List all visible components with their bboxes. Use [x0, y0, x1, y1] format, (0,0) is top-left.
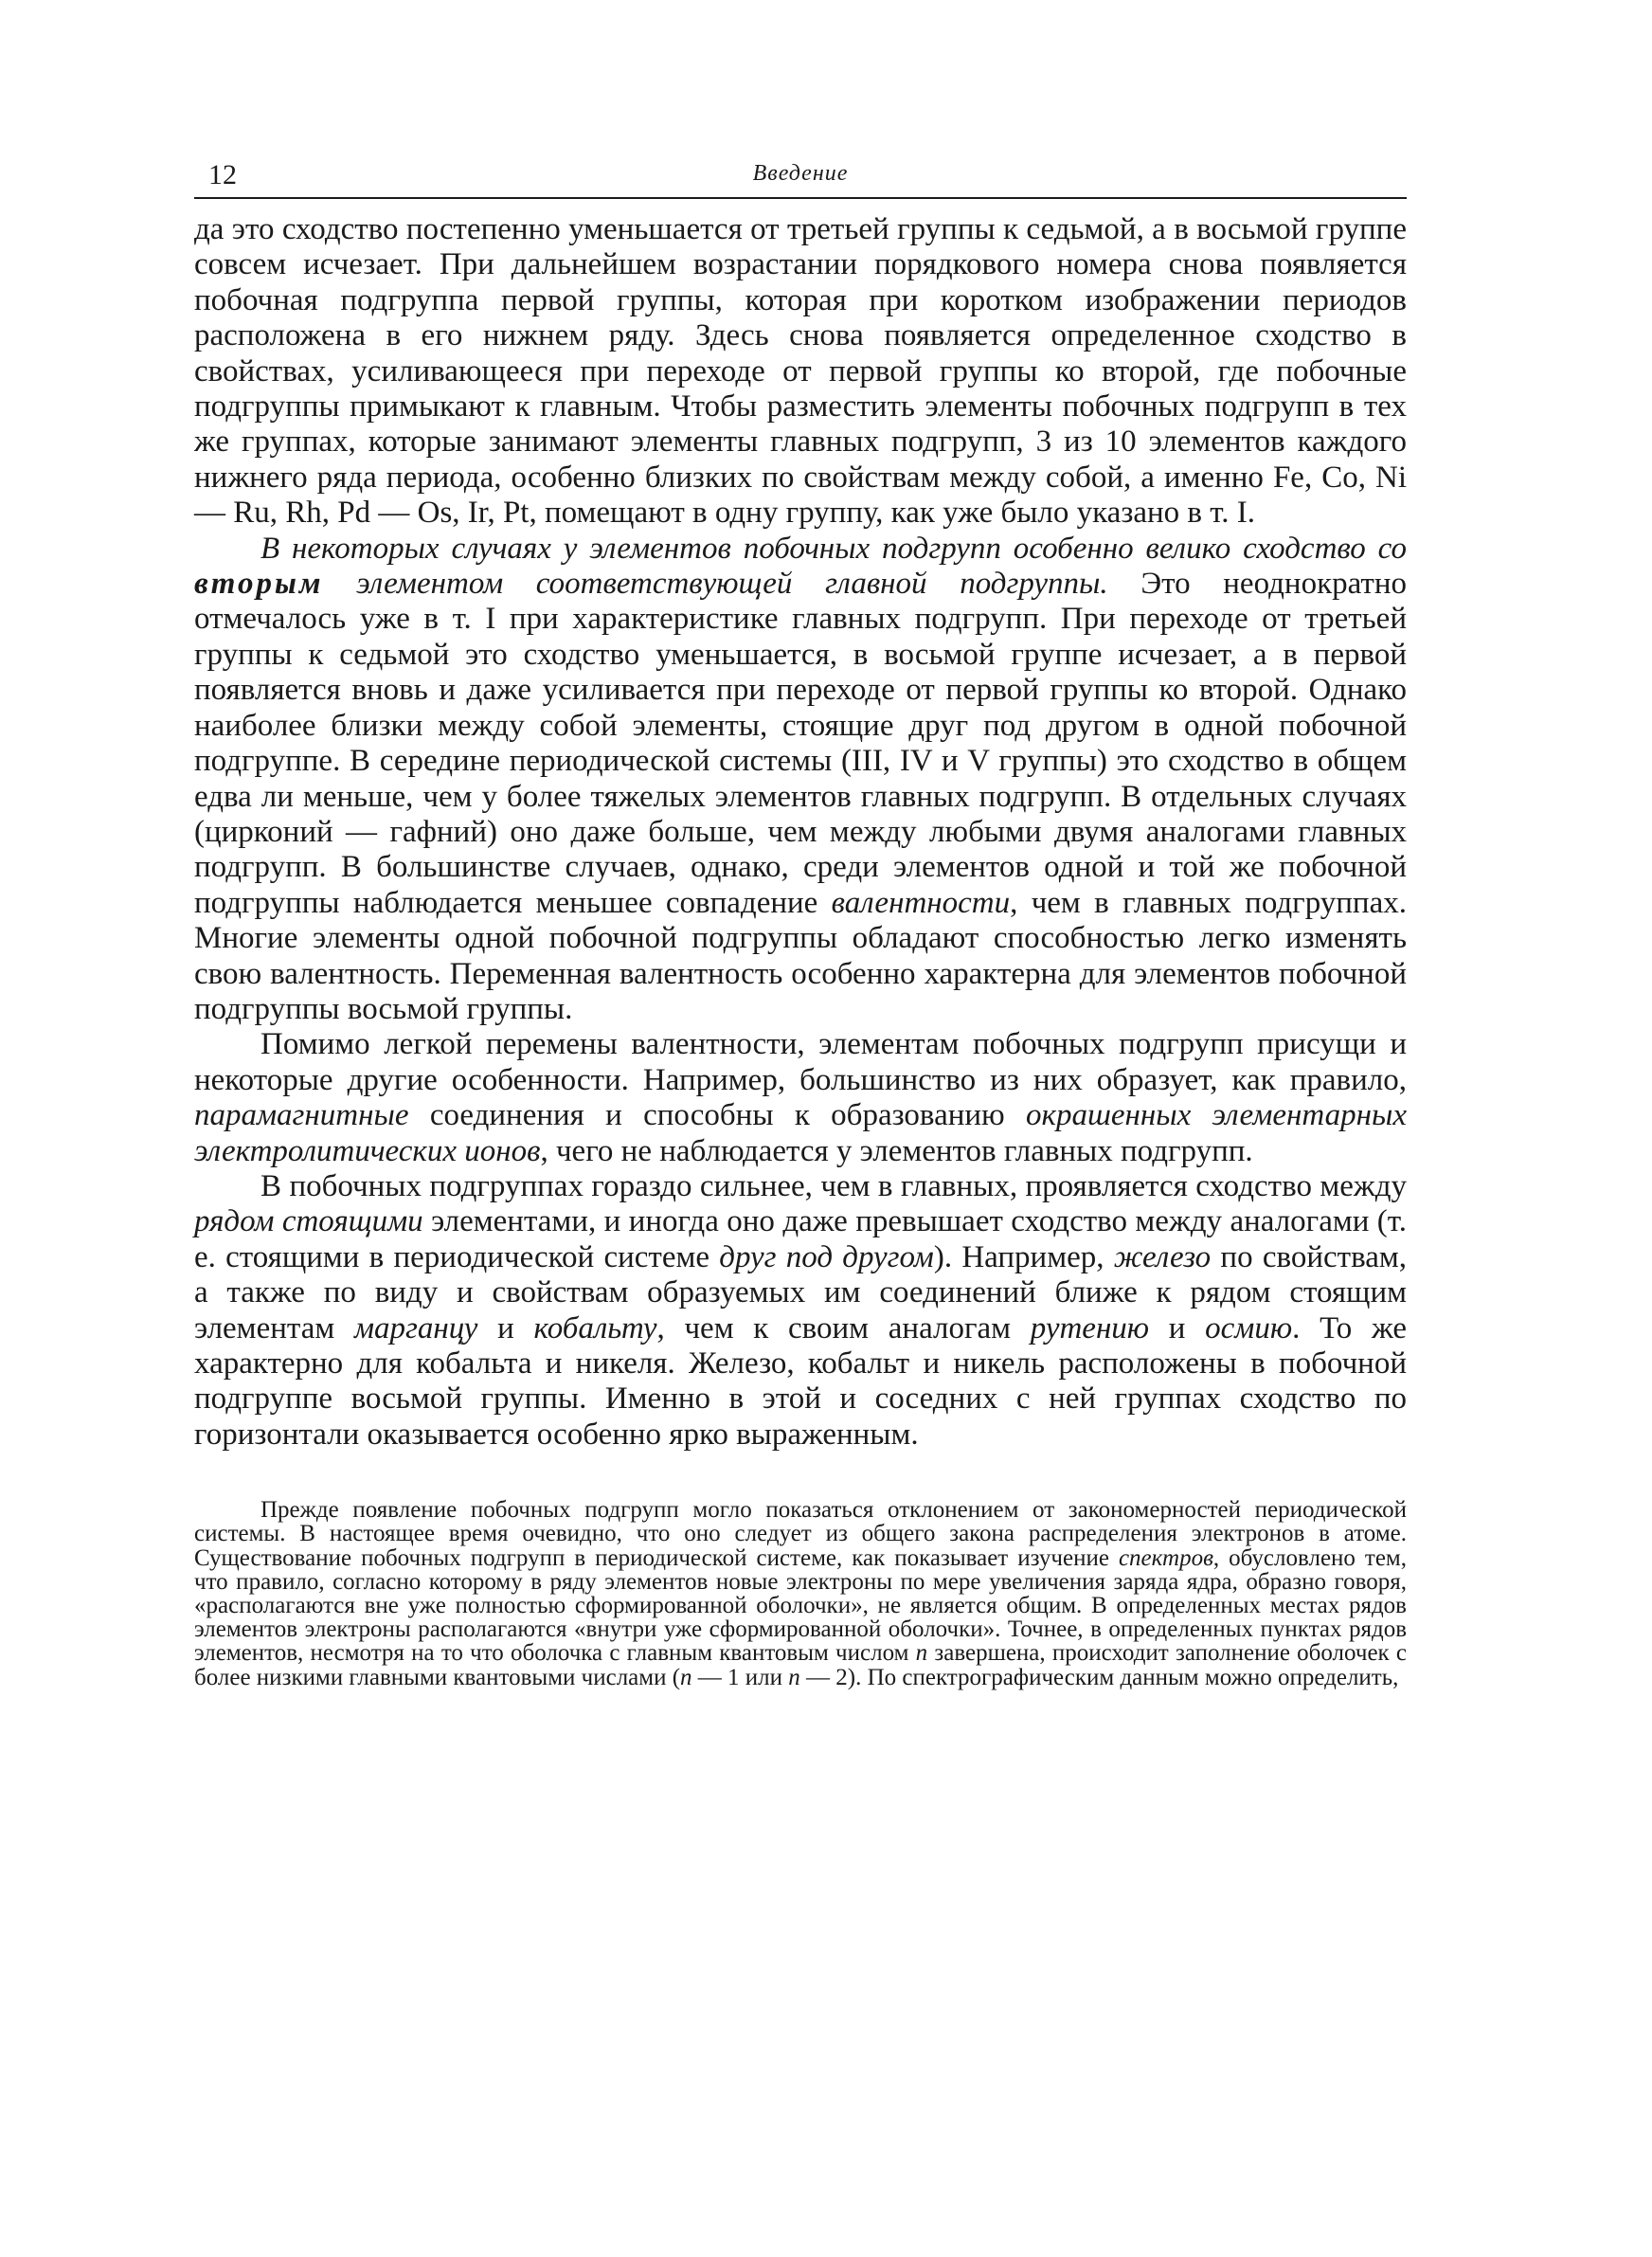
text-run: по свойствам, а также по виду и свойствам образуемых им соединений ближе к рядом стоящим элементам [194, 1239, 1407, 1345]
paragraph-3 [194, 1027, 1407, 1169]
paragraph-2 [194, 532, 1407, 1028]
text-run: n [915, 1640, 928, 1667]
text-run: n [680, 1664, 692, 1690]
text-run: , чего не наблюдается у элементов главных подгрупп. [540, 1133, 1253, 1168]
text-run: ). Например, [933, 1239, 1114, 1274]
text-run: элементами, и иногда оно даже превышает сходство между аналогами (т. е. стоящими в периодической системе [194, 1204, 1407, 1274]
text-run: Прежде появление побочных подгрупп могло показаться отклонением от закономерностей периодической системы. В настоящее время очевидно, что оно следует из общего закона распределения электронов в атоме. Существование побочных подгрупп в периодической системе, как показывает изучение [194, 1497, 1407, 1571]
text-run: n [788, 1664, 800, 1690]
text-run: спектров [1118, 1544, 1213, 1571]
paragraph-1: да это сходство постепенно уменьшается от третьей группы к седьмой, а в восьмой группе совсем исчезает. При дальнейшем возрастании порядкового номера снова появляется побочная подгруппа первой группы, которая при коротком изображении периодов расположена в его нижнем ряду. Здесь снова появляется определенное сходство в свойствах, усиливающееся при переходе от первой группы ко второй, где побочные подгруппы примыкают к главным. Чтобы разместить элементы побочных подгрупп в тех же группах, которые занимают элементы главных подгрупп, 3 из 10 элементов каждого нижнего ряда периода, особенно близких по свойствам между собой, а именно Fe, Co, Ni — Ru, Rh, Pd — Os, Ir, Pt, помещают в одну группу, как уже было указано в т. I. [194, 212, 1407, 531]
body-text [194, 212, 1407, 1453]
paragraph-4 [194, 1169, 1407, 1453]
text-run: парамагнитные [194, 1098, 409, 1133]
text-run: — 1 или [691, 1664, 789, 1690]
text-run: окрашенных элементарных электролитических ионов [194, 1098, 1407, 1168]
text-run: вторым [194, 567, 324, 602]
text-run: рутению [1030, 1310, 1150, 1345]
running-head [194, 152, 1407, 199]
page-number: 12 [208, 159, 237, 190]
text-run: , чем к своим аналогам [656, 1310, 1031, 1345]
text-run: элементом соответствующей главной подгруппы. [323, 567, 1108, 602]
footnote-text [194, 1498, 1407, 1689]
text-run: и [477, 1310, 534, 1345]
text-run: В побочных подгруппах гораздо сильнее, чем в главных, проявляется сходство между [260, 1168, 1407, 1203]
text-run: и [1149, 1310, 1206, 1345]
text-run: рядом стоящими [194, 1204, 423, 1239]
text-run: Помимо легкой перемены валентности, элементам побочных подгрупп присущи и некоторые другие особенности. Например, большинство из них образует, как правило, [194, 1027, 1407, 1097]
text-run: , чем в главных подгруппах. Многие элементы одной побочной подгруппы обладают способностью легко изменять свою валентность. Переменная валентность особенно характерна для элементов побочной подгруппы восьмой группы. [194, 885, 1407, 1026]
section-title: Введение [752, 161, 849, 186]
text-run: завершена, происходит заполнение оболочек с более низкими главными квантовыми числами ( [194, 1640, 1407, 1690]
text-run: . То же характерно для кобальта и никеля. Железо, кобальт и никель расположены в побочной подгруппе восьмой группы. Именно в этой и соседних с ней группах сходство по горизонтали оказывается особенно ярко выраженным. [194, 1310, 1407, 1452]
text-run: В некоторых случаях у элементов побочных подгрупп особенно велико сходство со [260, 531, 1407, 566]
text-run: марганцу [353, 1310, 478, 1345]
text-run: , обусловлено тем, что правило, согласно которому в ряду элементов новые электроны по мере увеличения заряда ядра, образно говоря, «располагаются вне уже полностью сформированной оболочки», не является общим. В определенных местах рядов элементов электроны располагаются «внутри уже сформированной оболочки». Точнее, в определенных пунктах рядов элементов, несмотря на то что оболочка с главным квантовым числом [194, 1544, 1407, 1667]
text-run: кобальту [533, 1310, 657, 1345]
text-run: Это неоднократно отмечалось уже в т. I при характеристике главных подгрупп. При переходе от третьей группы к седьмой это сходство уменьшается, в восьмой группе исчезает, а в первой появляется вновь и даже усиливается при переходе от первой группы ко второй. Однако наиболее близки между собой элементы, стоящие друг под другом в одной побочной подгруппе. В середине периодической системы (III, IV и V группы) это сходство в общем едва ли меньше, чем у более тяжелых элементов главных подгрупп. В отдельных случаях (цирконий — гафний) оно даже больше, чем между любыми двумя аналогами главных подгрупп. В большинстве случаев, однако, среди элементов одной и той же побочной подгруппы наблюдается меньшее совпадение [194, 567, 1407, 920]
text-run: осмию [1205, 1310, 1293, 1345]
book-page [194, 152, 1407, 2141]
footnote [194, 1498, 1407, 1689]
text-run: валентности [831, 885, 1011, 920]
text-run: соединения и способны к образованию [408, 1098, 1027, 1133]
text-run: железо [1113, 1239, 1212, 1274]
text-run: друг под другом [719, 1239, 934, 1274]
text-run: — 2). По спектрографическим данным можно определить, [799, 1664, 1399, 1690]
